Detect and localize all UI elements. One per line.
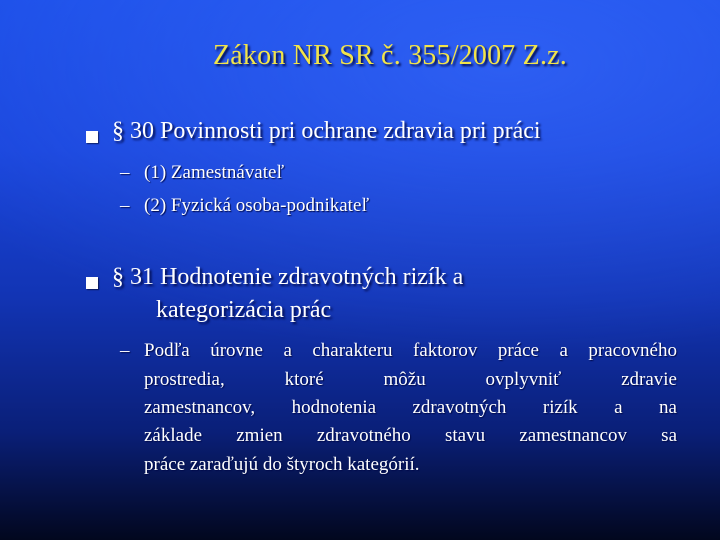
section-heading-30: § 30 Povinnosti pri ochrane zdravia pri práci <box>112 118 541 144</box>
section-heading-31-line1: § 31 Hodnotenie zdravotných rizík a <box>112 264 464 290</box>
list-item: (2) Fyzická osoba-podnikateľ <box>144 195 370 216</box>
paragraph-line: Podľa úrovne a charakteru faktorov práce a pracovného <box>144 340 677 361</box>
list-item: (1) Zamestnávateľ <box>144 162 285 183</box>
paragraph-line: základe zmien zdravotného stavu zamestnancov sa <box>144 425 677 446</box>
paragraph-line: práce zaraďujú do štyroch kategórií. <box>144 454 420 475</box>
dash-icon: – <box>120 195 130 216</box>
paragraph-line: zamestnancov, hodnotenia zdravotných rizík a na <box>144 397 677 418</box>
paragraph-line: prostredia, ktoré môžu ovplyvniť zdravie <box>144 369 677 390</box>
dash-icon: – <box>120 162 130 183</box>
square-bullet-icon <box>86 277 98 289</box>
square-bullet-icon <box>86 131 98 143</box>
slide-title: Zákon NR SR č. 355/2007 Z.z. <box>212 40 567 71</box>
dash-icon: – <box>120 340 130 361</box>
section-heading-31-line2: kategorizácia prác <box>156 297 332 323</box>
